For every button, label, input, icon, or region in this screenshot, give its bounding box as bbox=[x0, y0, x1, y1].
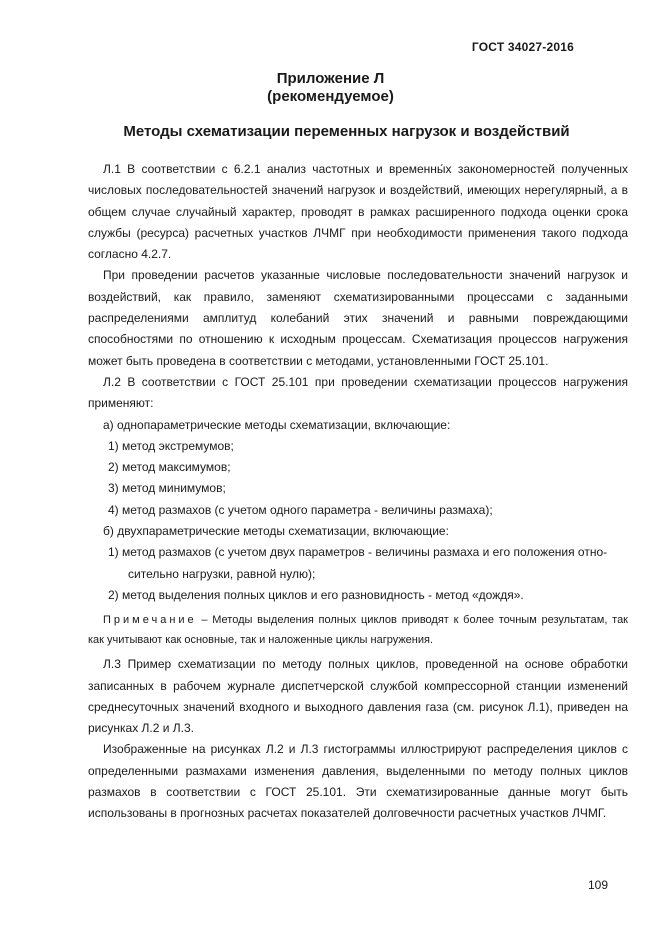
list-item-text: 1) метод размахов (с учетом двух параметров - величины размаха и его положения отно- bbox=[108, 545, 608, 560]
document-body bbox=[88, 159, 628, 825]
list-item: 2) метод выделения полных циклов и его разновидность - метод «дождя». bbox=[108, 587, 524, 602]
note-text: Методы выделения полных циклов приводят к более точным результатам, так как учитывают как основные, так и наложенные циклы нагружения. bbox=[88, 614, 628, 647]
standard-id: ГОСТ 34027-2016 bbox=[471, 40, 574, 54]
paragraph-l3-continued: Изображенные на рисунках Л.2 и Л.3 гистограммы иллюстрируют распределения циклов с определенными размахами изменения давления, выделенными по методу полных циклов размахов в соответствии с ГОСТ 25.101. Эти схематизированные данные могут быть использованы в прогнозных расчетах показателей долговечности расчетных участков ЛЧМГ. bbox=[88, 742, 628, 821]
list-item: 1) метод экстремумов; bbox=[108, 438, 234, 453]
section-title: Методы схематизации переменных нагрузок и воздействий bbox=[123, 123, 570, 140]
appendix-heading bbox=[0, 70, 661, 106]
page-number: 109 bbox=[587, 878, 608, 892]
list-item-continuation: сительно нагрузки, равной нулю); bbox=[128, 566, 316, 581]
paragraph-l1-continued: При проведении расчетов указанные числовые последовательности значений нагрузок и воздействий, как правило, заменяют схематизированными процессами с заданными распределениями амплитуд колебаний этих значений и равными повреждающими способностями по отношению к исходным процессам. Схематизация процессов нагружения может быть проведена в соответствии с методами, установленными ГОСТ 25.101. bbox=[88, 268, 628, 368]
list-item: 2) метод максимумов; bbox=[108, 460, 231, 475]
paragraph-l2: Л.2 В соответствии с ГОСТ 25.101 при проведении схематизации процессов нагружения применяют: bbox=[88, 374, 628, 411]
note-label: Примечание bbox=[103, 614, 197, 627]
list-item-a: а) однопараметрические методы схематизации, включающие: bbox=[103, 417, 451, 432]
paragraph-l3: Л.3 Пример схематизации по методу полных циклов, проведенной на основе обработки записанных в рабочем журнале диспетчерской службой компрессорной станции изменений среднесуточных значений входного и выходного давления газа (см. рисунок Л.1), приведен на рисунках Л.2 и Л.3. bbox=[88, 657, 628, 736]
list-item: 4) метод размахов (с учетом одного параметра - величины размаха); bbox=[108, 502, 493, 517]
list-item: 3) метод минимумов; bbox=[108, 481, 226, 496]
list-item-b: б) двухпараметрические методы схематизации, включающие: bbox=[103, 524, 449, 539]
note-dash: – bbox=[196, 614, 213, 627]
list-item-wrapped bbox=[88, 542, 628, 585]
paragraph-l1: Л.1 В соответствии с 6.2.1 анализ частотных и временны́х закономерностей полученных числовых последовательностей значений нагрузок и воздействий, имеющих нерегулярный, а в общем случае случайный характер, проводят в рамках расширенного подхода оценки срока службы (ресурса) расчетных участков ЛЧМГ при необходимости применения такого подхода согласно 4.2.7. bbox=[88, 162, 628, 262]
appendix-title: Приложение Л bbox=[276, 70, 385, 87]
appendix-subtitle: (рекомендуемое) bbox=[267, 88, 394, 105]
note bbox=[88, 610, 628, 650]
